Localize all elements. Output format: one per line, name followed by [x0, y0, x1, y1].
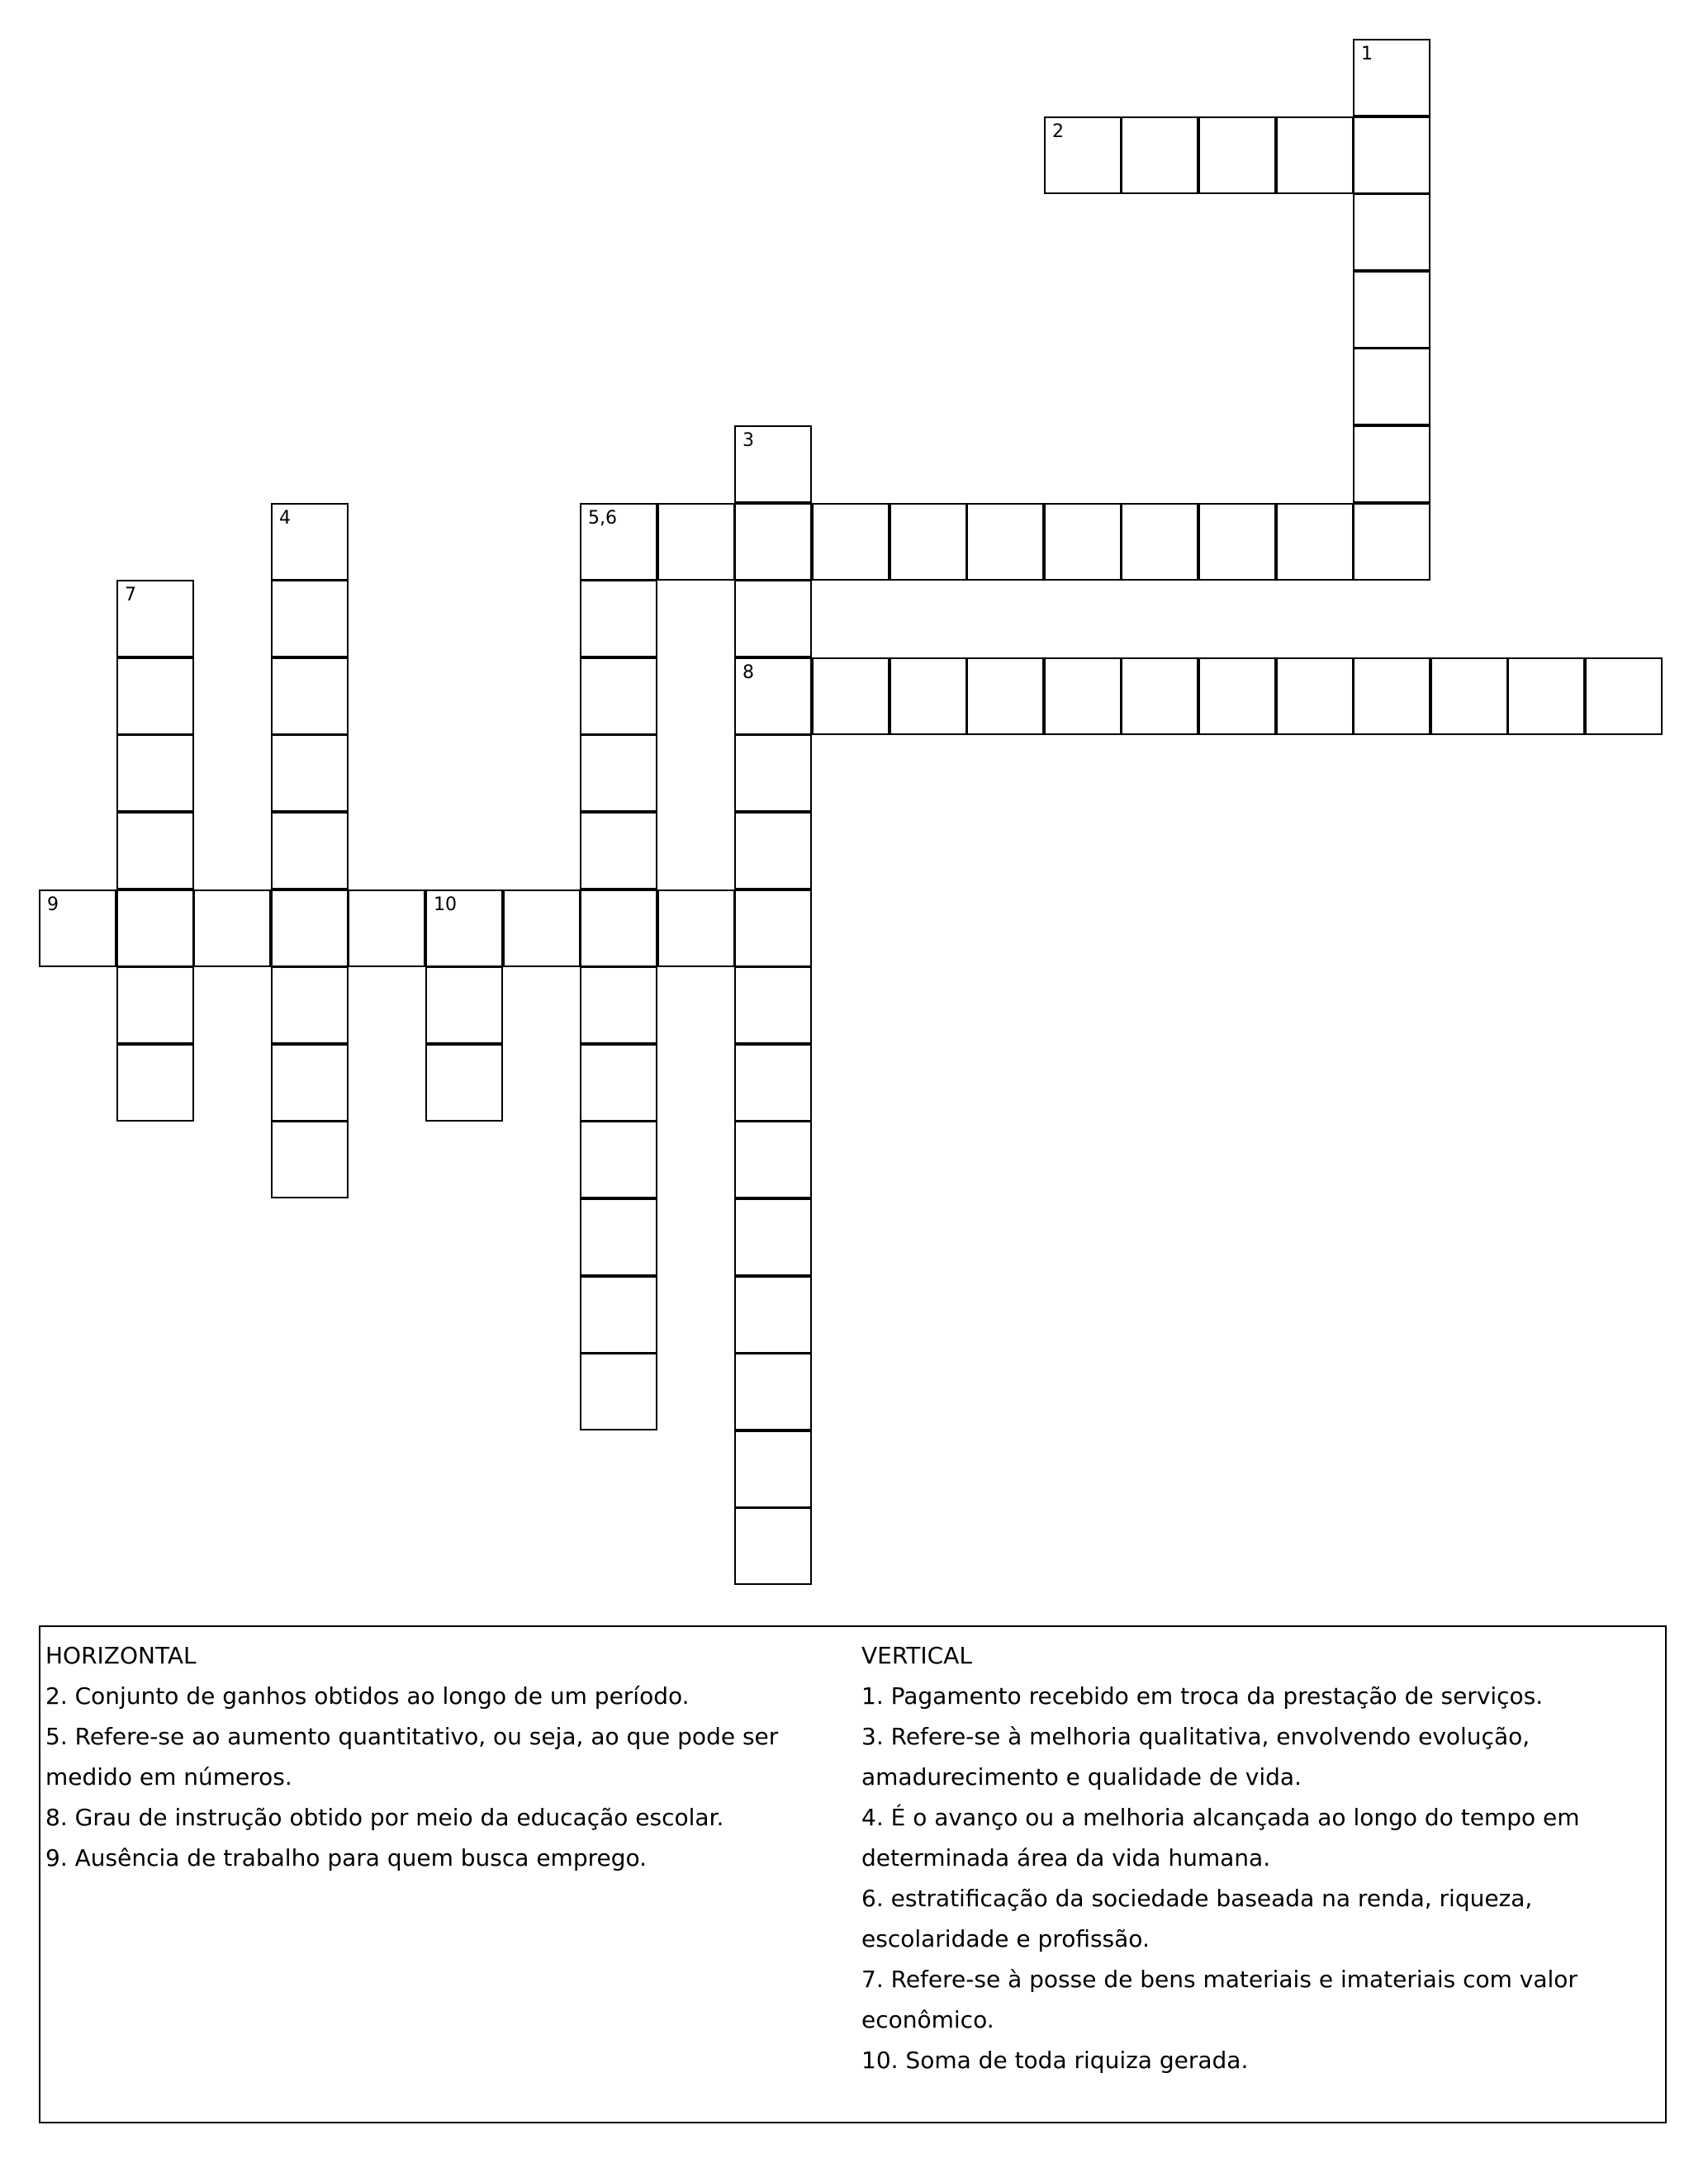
grid-cell[interactable] [348, 889, 425, 967]
grid-cell[interactable] [116, 580, 194, 657]
clue-number: 3 [743, 430, 754, 451]
grid-cell[interactable] [966, 503, 1044, 581]
clue-vertical-3: 3. Refere-se à melhoria qualitativa, envolvendo evolução, amadurecimento e qualidade de vida. [861, 1723, 1530, 1791]
grid-cell[interactable] [1585, 657, 1663, 735]
clue-number: 1 [1361, 44, 1373, 64]
grid-cell[interactable] [580, 734, 657, 812]
grid-cell[interactable] [1121, 116, 1198, 194]
grid-cell[interactable] [1198, 503, 1276, 581]
grid-cell[interactable] [734, 812, 812, 889]
vertical-clues [861, 1635, 1659, 2080]
grid-cell[interactable] [580, 1198, 657, 1276]
horizontal-heading: HORIZONTAL [45, 1642, 197, 1669]
grid-cell[interactable] [1353, 503, 1430, 581]
grid-cell[interactable] [734, 657, 812, 735]
grid-cell[interactable] [734, 1121, 812, 1198]
grid-cell[interactable] [271, 1044, 349, 1122]
grid-cell[interactable] [734, 1198, 812, 1276]
clue-number: 8 [743, 662, 754, 683]
grid-cell[interactable] [1198, 657, 1276, 735]
grid-cell[interactable] [580, 503, 657, 581]
grid-cell[interactable] [1353, 348, 1430, 425]
clue-number: 10 [434, 894, 457, 915]
grid-cell[interactable] [1121, 503, 1198, 581]
grid-cell[interactable] [1121, 657, 1198, 735]
clue-vertical-6: 6. estratificação da sociedade baseada na renda, riqueza, escolaridade e profissão. [861, 1885, 1533, 1952]
clue-horizontal-9: 9. Ausência de trabalho para quem busca emprego. [45, 1844, 648, 1872]
grid-cell[interactable] [734, 1044, 812, 1122]
clue-horizontal-5: 5. Refere-se ao aumento quantitativo, ou seja, ao que pode ser medido em números. [45, 1723, 779, 1791]
grid-cell[interactable] [116, 657, 194, 735]
grid-cell[interactable] [734, 1353, 812, 1430]
grid-cell[interactable] [425, 966, 503, 1044]
clue-horizontal-2: 2. Conjunto de ganhos obtidos ao longo de um período. [45, 1682, 690, 1710]
grid-cell[interactable] [734, 966, 812, 1044]
grid-cell[interactable] [580, 657, 657, 735]
grid-cell[interactable] [271, 1121, 349, 1198]
grid-cell[interactable] [657, 503, 735, 581]
grid-cell[interactable] [271, 580, 349, 657]
grid-cell[interactable] [116, 1044, 194, 1122]
grid-cell[interactable] [425, 1044, 503, 1122]
grid-cell[interactable] [503, 889, 581, 967]
clues-panel [39, 1625, 1667, 2123]
grid-cell[interactable] [271, 503, 349, 581]
grid-cell[interactable] [580, 889, 657, 967]
grid-cell[interactable] [1276, 503, 1354, 581]
grid-cell[interactable] [425, 889, 503, 967]
grid-cell[interactable] [1044, 503, 1122, 581]
clue-vertical-4: 4. É o avanço ou a melhoria alcançada ao longo do tempo em determinada área da vida humana. [861, 1804, 1580, 1872]
clue-horizontal-8: 8. Grau de instrução obtido por meio da educação escolar. [45, 1804, 724, 1831]
grid-cell[interactable] [1507, 657, 1585, 735]
grid-cell[interactable] [580, 1276, 657, 1354]
grid-cell[interactable] [1353, 425, 1430, 503]
grid-cell[interactable] [1353, 39, 1430, 116]
vertical-heading: VERTICAL [861, 1642, 972, 1669]
clue-number: 5,6 [588, 508, 617, 529]
grid-cell[interactable] [734, 889, 812, 967]
horizontal-clues [45, 1635, 838, 1878]
grid-cell[interactable] [734, 580, 812, 657]
grid-cell[interactable] [1276, 116, 1354, 194]
grid-cell[interactable] [812, 503, 890, 581]
grid-cell[interactable] [966, 657, 1044, 735]
clue-vertical-7: 7. Refere-se à posse de bens materiais e imateriais com valor econômico. [861, 1966, 1578, 2033]
clue-number: 9 [47, 894, 59, 915]
grid-cell[interactable] [116, 966, 194, 1044]
grid-cell[interactable] [734, 1430, 812, 1508]
grid-cell[interactable] [39, 889, 116, 967]
grid-cell[interactable] [1044, 116, 1122, 194]
grid-cell[interactable] [1353, 116, 1430, 194]
grid-cell[interactable] [580, 1353, 657, 1430]
grid-cell[interactable] [271, 889, 349, 967]
grid-cell[interactable] [734, 1507, 812, 1585]
grid-cell[interactable] [580, 966, 657, 1044]
grid-cell[interactable] [1198, 116, 1276, 194]
grid-cell[interactable] [1430, 657, 1508, 735]
grid-cell[interactable] [734, 503, 812, 581]
grid-cell[interactable] [734, 1276, 812, 1354]
grid-cell[interactable] [580, 812, 657, 889]
grid-cell[interactable] [580, 580, 657, 657]
grid-cell[interactable] [734, 425, 812, 503]
grid-cell[interactable] [1353, 271, 1430, 349]
clue-number: 4 [279, 508, 291, 529]
grid-cell[interactable] [580, 1044, 657, 1122]
grid-cell[interactable] [271, 966, 349, 1044]
grid-cell[interactable] [193, 889, 271, 967]
grid-cell[interactable] [116, 812, 194, 889]
grid-cell[interactable] [734, 734, 812, 812]
clue-number: 2 [1052, 121, 1064, 142]
grid-cell[interactable] [271, 812, 349, 889]
grid-cell[interactable] [580, 1121, 657, 1198]
grid-cell[interactable] [890, 657, 967, 735]
grid-cell[interactable] [890, 503, 967, 581]
grid-cell[interactable] [271, 734, 349, 812]
grid-cell[interactable] [116, 889, 194, 967]
grid-cell[interactable] [1353, 193, 1430, 271]
clue-vertical-1: 1. Pagamento recebido em troca da prestação de serviços. [861, 1682, 1544, 1710]
grid-cell[interactable] [657, 889, 735, 967]
grid-cell[interactable] [1353, 657, 1430, 735]
grid-cell[interactable] [1044, 657, 1122, 735]
clue-vertical-10: 10. Soma de toda riquiza gerada. [861, 2047, 1249, 2074]
grid-cell[interactable] [116, 734, 194, 812]
grid-cell[interactable] [1276, 657, 1354, 735]
grid-cell[interactable] [271, 657, 349, 735]
clue-number: 7 [125, 585, 136, 605]
grid-cell[interactable] [812, 657, 890, 735]
